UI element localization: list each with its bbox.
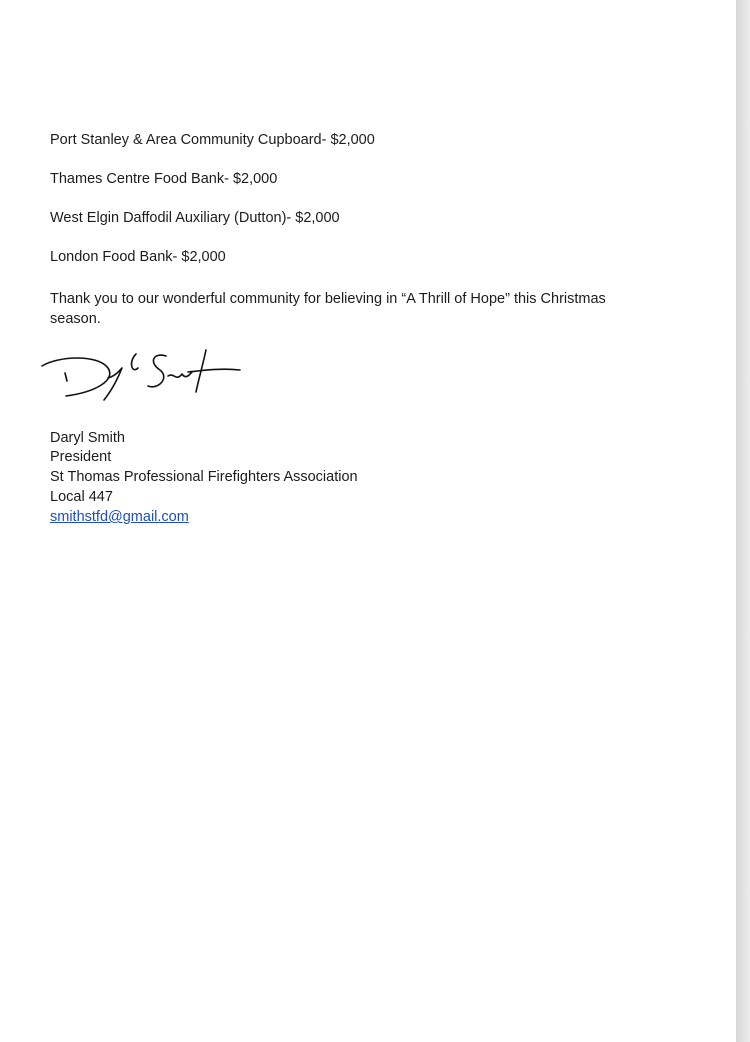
donation-line-west-elgin: West Elgin Daffodil Auxiliary (Dutton)- $2,000: [50, 210, 340, 226]
signer-local: Local 447: [50, 489, 113, 505]
donation-line-london-food-bank: London Food Bank- $2,000: [50, 249, 226, 265]
page-edge-shadow: [736, 0, 750, 1042]
signer-title: President: [50, 449, 112, 465]
signer-email-link[interactable]: smithstfd@gmail.com: [50, 509, 189, 525]
handwritten-signature: [38, 348, 248, 406]
thank-you-paragraph: Thank you to our wonderful community for believing in “A Thrill of Hope” this Christmas season.: [50, 291, 606, 327]
donation-line-port-stanley: Port Stanley & Area Community Cupboard- $2,000: [50, 132, 375, 148]
donation-line-thames-centre: Thames Centre Food Bank- $2,000: [50, 171, 278, 187]
signer-organization: St Thomas Professional Firefighters Association: [50, 469, 358, 485]
signer-name: Daryl Smith: [50, 430, 125, 446]
